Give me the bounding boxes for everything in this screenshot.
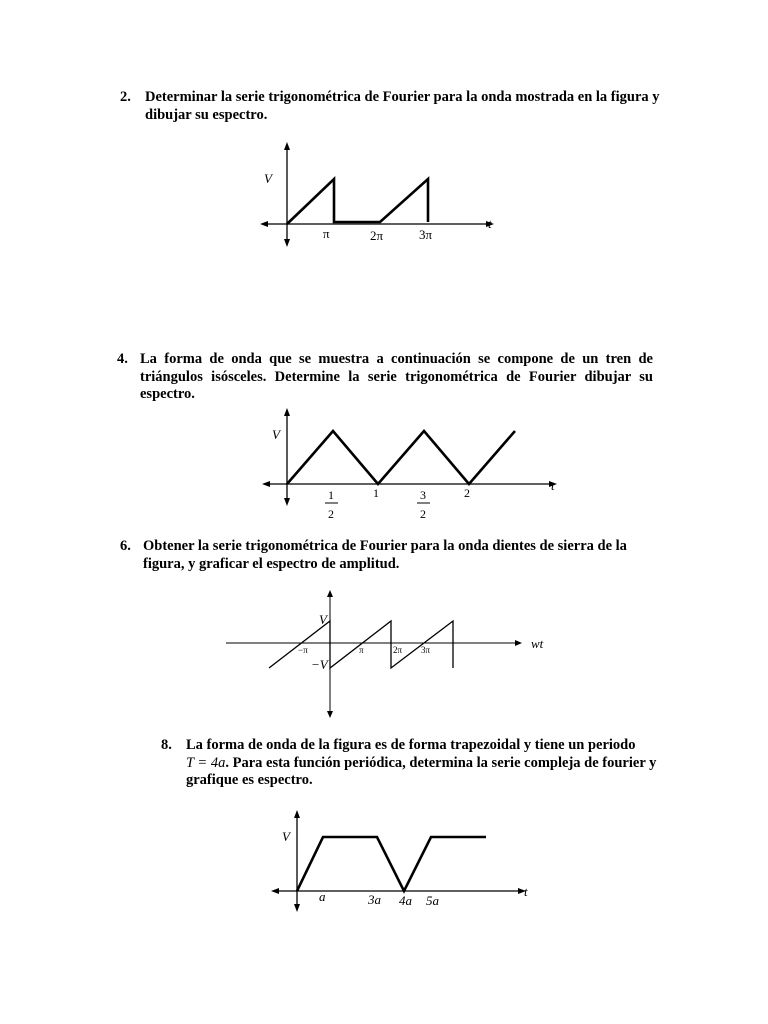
problem-statement: Obtener la serie trigonométrica de Fourier para la onda dientes de sierra de la figura, y graficar el espectro de amplitud.	[143, 538, 627, 572]
tick-label: 3π	[421, 645, 431, 655]
tick-label-numerator: 1	[328, 488, 334, 502]
y-axis-label: V	[282, 829, 290, 844]
tick-label: 2π	[393, 645, 403, 655]
x-axis-label: t	[551, 478, 555, 493]
tick-label-denominator: 2	[328, 507, 334, 521]
problem-statement: Determinar la serie trigonométrica de Fourier para la onda mostrada en la figura y dibujar su espectro.	[145, 89, 660, 123]
tick-label: π	[323, 226, 330, 241]
tick-label: 3a	[368, 892, 381, 907]
problem-number: 6.	[120, 538, 131, 554]
tick-label: 2	[464, 486, 470, 500]
tick-label-numerator: 3	[420, 488, 426, 502]
tick-label-denominator: 2	[420, 507, 426, 521]
x-axis-label: t	[524, 884, 528, 899]
problem-number: 4.	[117, 351, 128, 367]
tick-label: 5a	[426, 893, 439, 908]
problem-number: 2.	[120, 89, 131, 105]
problem-statement-line1: La forma de onda de la figura es de forma trapezoidal y tiene un periodo	[186, 737, 636, 753]
y-axis-label: V	[264, 171, 272, 186]
problem-statement-rest: . Para esta función periódica, determina la serie compleja de fourier y grafique es espectro.	[186, 754, 657, 788]
tick-label: 1	[373, 486, 379, 500]
period-formula: T = 4a	[186, 754, 226, 771]
arrow-left-icon	[271, 888, 279, 894]
x-axis-label: wt	[531, 636, 544, 651]
y-top-label: V	[319, 612, 327, 627]
y-axis-label: V	[272, 427, 280, 442]
y-bottom-label: −V	[311, 657, 328, 672]
tick-label: π	[359, 645, 364, 655]
tick-label: 4a	[399, 893, 412, 908]
tick-label: a	[319, 889, 326, 904]
waveform	[297, 837, 486, 891]
tick-label: −π	[298, 645, 308, 655]
tick-label: 3π	[419, 227, 433, 242]
arrow-up-icon	[294, 810, 300, 818]
tick-label: 2π	[370, 228, 384, 243]
x-axis-label: t	[488, 216, 492, 231]
problem-statement: La forma de onda que se muestra a continuación se compone de un tren de triángulos isósceles. Determine la serie trigonométrica de Fourier dibujar su espectro.	[140, 351, 653, 402]
problem-number: 8.	[161, 737, 172, 753]
arrow-down-icon	[294, 904, 300, 912]
